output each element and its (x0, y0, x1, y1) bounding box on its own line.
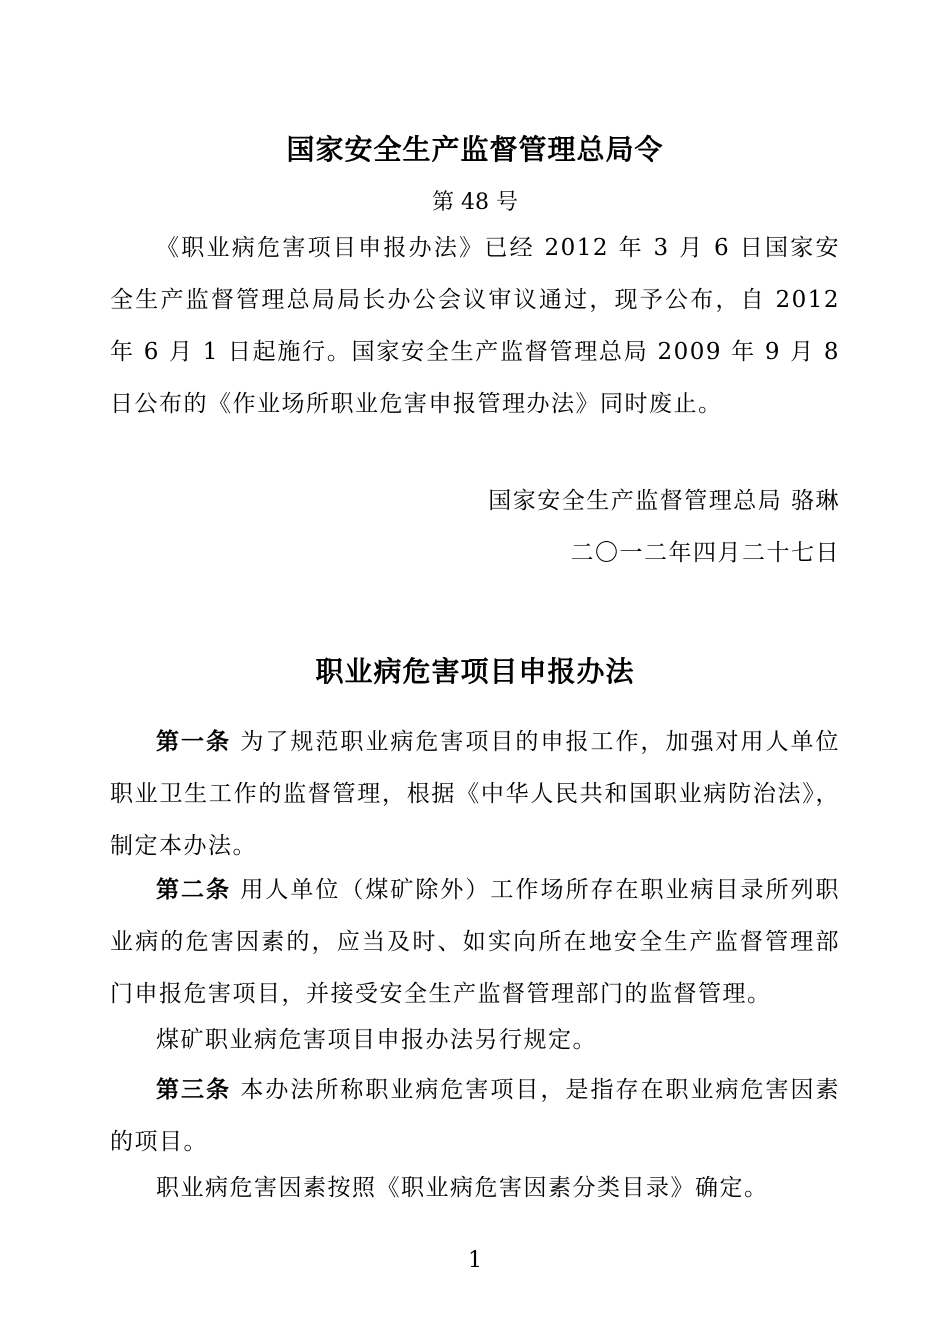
article-1-label: 第一条 (156, 728, 232, 755)
article-2 (110, 864, 840, 1020)
order-body: 《职业病危害项目申报办法》已经 2012 年 3 月 6 日国家安全生产监督管理总局局长办公会议审议通过，现予公布，自 2012 年 6 月 1 日起施行。国家安全生产监督管理总局 2009 年 9 月 8 日公布的《作业场所职业危害申报管理办法》同时废止。 (110, 235, 840, 417)
order-title: 国家安全生产监督管理总局令 (286, 133, 664, 166)
regulation-title: 职业病危害项目申报办法 (315, 655, 635, 688)
article-3 (110, 1064, 840, 1168)
page-number: 1 (468, 1248, 482, 1273)
article-1-text: 为了规范职业病危害项目的申报工作，加强对用人单位职业卫生工作的监督管理，根据《中华人民共和国职业病防治法》，制定本办法。 (110, 729, 841, 859)
article-3-note-text: 职业病危害因素按照《职业病危害因素分类目录》确定。 (156, 1175, 769, 1201)
order-date: 二〇一二年四月二十七日 (570, 540, 840, 566)
order-number: 第 48 号 (432, 190, 518, 215)
article-2-label: 第二条 (156, 876, 232, 903)
article-1 (110, 716, 840, 872)
article-2-note (110, 1014, 840, 1066)
article-2-note-text: 煤矿职业病危害项目申报办法另行规定。 (156, 1027, 597, 1053)
article-3-text: 本办法所称职业病危害项目，是指存在职业病危害因素的项目。 (110, 1077, 841, 1155)
article-3-note (110, 1162, 840, 1214)
article-2-text: 用人单位（煤矿除外）工作场所存在职业病目录所列职业病的危害因素的，应当及时、如实向所在地安全生产监督管理部门申报危害项目，并接受安全生产监督管理部门的监督管理。 (110, 877, 841, 1007)
order-signature: 国家安全生产监督管理总局 骆琳 (488, 488, 840, 514)
article-3-label: 第三条 (156, 1076, 232, 1103)
